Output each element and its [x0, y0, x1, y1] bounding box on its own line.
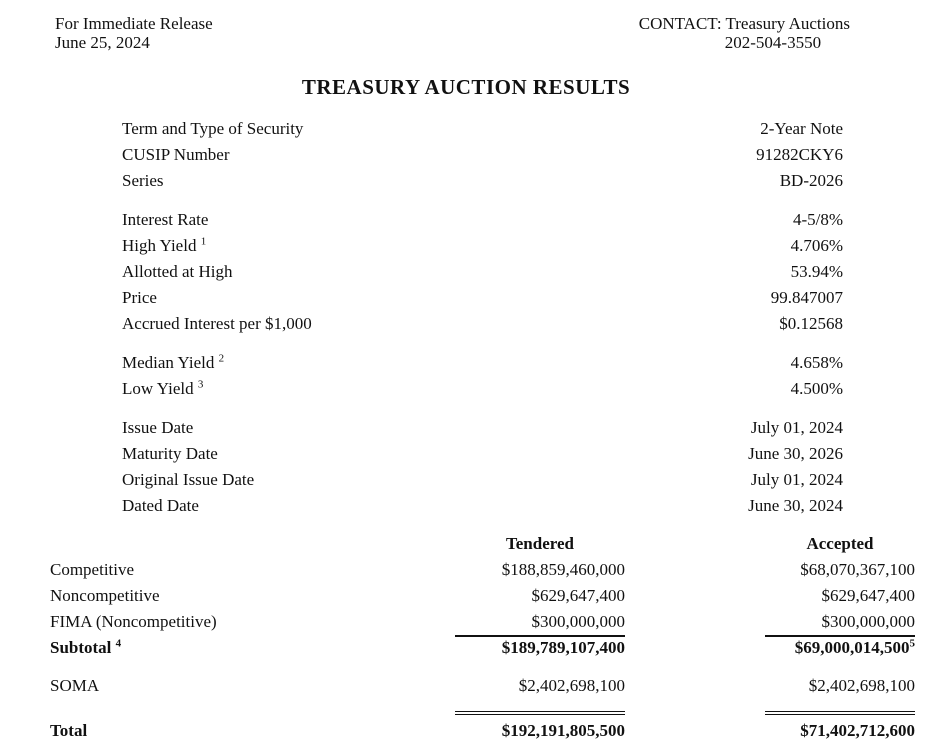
release-line: For Immediate Release	[55, 14, 213, 33]
details-group	[122, 116, 843, 194]
detail-row	[122, 116, 843, 142]
footnote-marker: 4	[115, 637, 122, 650]
detail-value: June 30, 2024	[748, 496, 843, 515]
footnote-marker: 2	[218, 352, 225, 365]
detail-row	[122, 441, 843, 467]
detail-row	[122, 376, 843, 402]
column-header-accepted: Accepted	[806, 534, 874, 553]
detail-value: July 01, 2024	[750, 470, 843, 489]
detail-value: 99.847007	[770, 288, 843, 307]
row-label: Noncompetitive	[50, 586, 160, 605]
detail-value: 4.706%	[790, 236, 843, 255]
detail-row	[122, 285, 843, 311]
accepted-value: $71,402,712,600	[765, 711, 915, 744]
table-row	[50, 711, 915, 744]
detail-row	[122, 415, 843, 441]
details-group	[122, 350, 843, 402]
detail-label: Issue Date	[122, 418, 194, 437]
detail-label: Median Yield $^2$	[122, 352, 225, 372]
detail-row	[122, 233, 843, 259]
contact-block	[639, 14, 850, 52]
tendered-value: $2,402,698,100	[518, 676, 625, 695]
tendered-value: $300,000,000	[455, 609, 625, 637]
tendered-value: $192,191,805,500	[455, 711, 625, 744]
detail-label: Term and Type of Security	[122, 119, 304, 138]
detail-row	[122, 168, 843, 194]
accepted-value: $2,402,698,100	[808, 676, 915, 695]
detail-value: 53.94%	[790, 262, 843, 281]
detail-row	[122, 142, 843, 168]
accepted-value: $300,000,000	[765, 609, 915, 637]
detail-label: Maturity Date	[122, 444, 218, 463]
footnote-marker: 1	[200, 235, 207, 248]
detail-row	[122, 259, 843, 285]
detail-label: Series	[122, 171, 164, 190]
phone-line: 202-504-3550	[724, 33, 822, 52]
tendered-value: $188,859,460,000	[501, 560, 625, 579]
detail-label: Accrued Interest per $1,000	[122, 314, 312, 333]
table-row	[50, 583, 915, 609]
results-table	[50, 531, 915, 744]
contact-line: CONTACT: Treasury Auctions	[638, 14, 850, 33]
detail-value: July 01, 2024	[750, 418, 843, 437]
table-row	[50, 673, 915, 699]
row-label: Subtotal $^4$	[50, 637, 122, 657]
details-section	[122, 116, 843, 519]
table-body	[50, 557, 915, 744]
detail-label: Low Yield $^3$	[122, 378, 204, 398]
detail-label: CUSIP Number	[122, 145, 230, 164]
detail-value: BD-2026	[779, 171, 843, 190]
detail-value: 91282CKY6	[756, 145, 843, 164]
accepted-value: $69,000,014,500$^5$	[794, 637, 915, 657]
tendered-value: $189,789,107,400	[501, 638, 625, 657]
detail-row	[122, 493, 843, 519]
detail-value: 4-5/8%	[792, 210, 843, 229]
table-row	[50, 635, 915, 661]
detail-label: Price	[122, 288, 157, 307]
table-header-row	[50, 531, 915, 557]
table-row	[50, 609, 915, 635]
detail-value: 2-Year Note	[760, 119, 843, 138]
document-title: TREASURY AUCTION RESULTS	[301, 75, 631, 99]
detail-value: 4.500%	[790, 379, 843, 398]
detail-label: Interest Rate	[122, 210, 209, 229]
tendered-value: $629,647,400	[531, 586, 625, 605]
footnote-marker: 5	[909, 637, 915, 650]
detail-row	[122, 311, 843, 337]
release-block	[55, 14, 213, 52]
table-row	[50, 557, 915, 583]
column-header-tendered: Tendered	[505, 534, 575, 553]
detail-label: Allotted at High	[122, 262, 233, 281]
detail-label: Dated Date	[122, 496, 199, 515]
document-header	[0, 14, 932, 52]
footnote-marker: 3	[197, 378, 204, 391]
detail-row	[122, 207, 843, 233]
details-group	[122, 415, 843, 519]
row-label: Competitive	[50, 560, 135, 579]
accepted-value: $629,647,400	[821, 586, 915, 605]
details-group	[122, 207, 843, 337]
detail-value: $0.12568	[779, 314, 843, 333]
date-line: June 25, 2024	[55, 33, 150, 52]
detail-row	[122, 350, 843, 376]
detail-row	[122, 467, 843, 493]
detail-label: High Yield $^1$	[122, 235, 207, 255]
row-label: SOMA	[50, 676, 100, 695]
detail-value: June 30, 2026	[748, 444, 843, 463]
accepted-value: $68,070,367,100	[800, 560, 915, 579]
row-label: FIMA (Noncompetitive)	[50, 612, 217, 631]
detail-label: Original Issue Date	[122, 470, 255, 489]
row-label: Total	[50, 721, 88, 740]
detail-value: 4.658%	[790, 353, 843, 372]
